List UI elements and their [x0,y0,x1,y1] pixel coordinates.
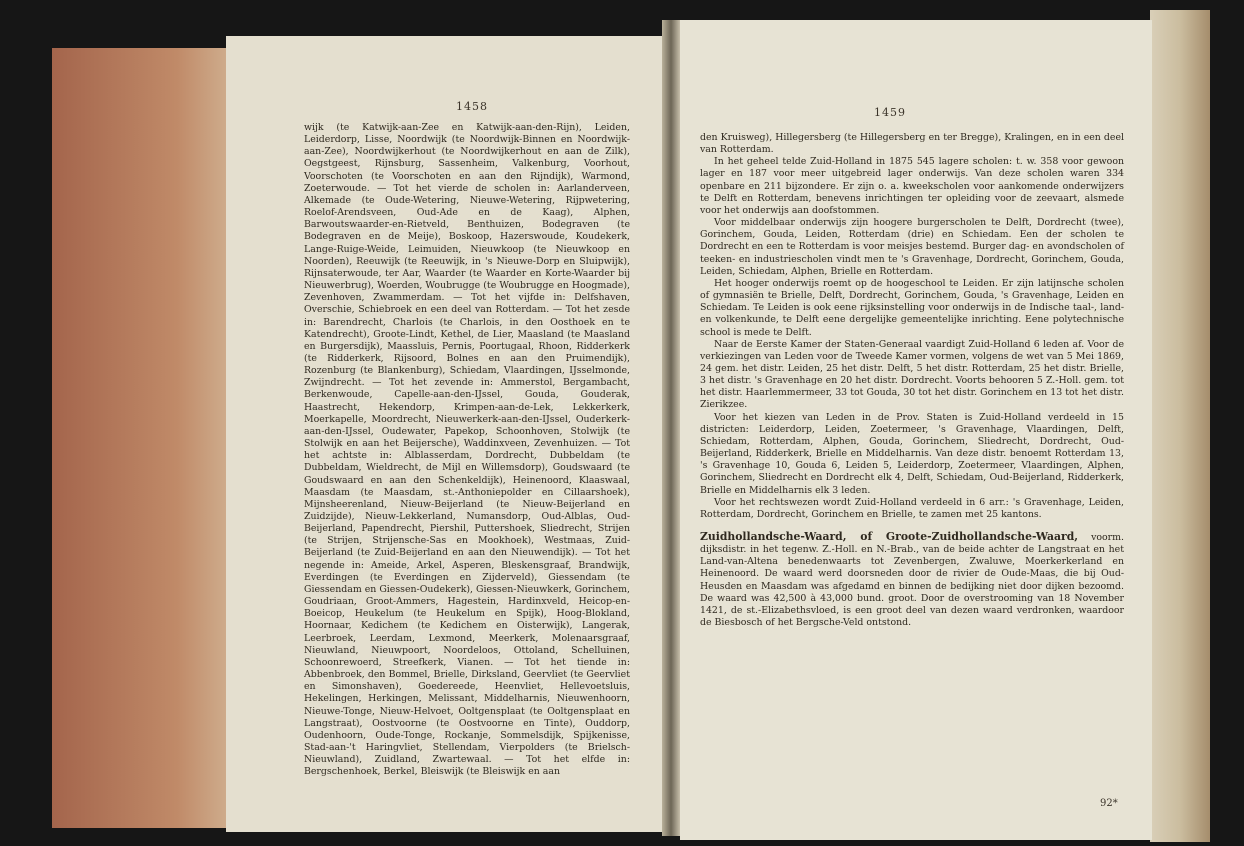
article-text: voorm. dijksdistr. in het tegenw. Z.-Holl. en N.-Brab., van de beide achter de Langstraat en het Land-van-Altena benedenwaarts tot Zevenbergen, Zwaluwe, Moerkerkerland en Heinenoord. De waard werd doorsneden door de rivier de Oude-Maas, die bij Oud-Heusden en Maasdam was afgedamd en binnen de bedijking niet door dijken bezoomd. De waard was 42,500 à 43,000 bund. groot. Door de overstrooming van 18 November 1421, de st.-Elizabethsvloed, is een groot deel van dezen waard verdronken, waardoor de Biesbosch of het Bergsche-Veld ontstond. [700,532,1125,629]
right-paragraph: Naar de Eerste Kamer der Staten-Generaal vaardigt Zuid-Holland 6 leden af. Voor de verkiezingen van Leden voor de Tweede Kamer vormen, volgens de wet van 5 Mei 1869, 24 gem. het distr. Leiden, 25 het distr. Delft, 5 het distr. Rotterdam, 25 het distr. Brielle, 3 het distr. 's Gravenhage en 20 het distr. Dordrecht. Voorts behooren 5 Z.-Holl. gem. tot het distr. Haarlemmermeer, 33 tot Gouda, 30 tot het distr. Gorinchem en 13 tot het distr. Zierikzee. [700,338,1124,411]
book-gutter [662,20,680,836]
signature-mark: 92* [1100,798,1118,809]
right-paragraph: Voor het kiezen van Leden in de Prov. Staten is Zuid-Holland verdeeld in 15 districten: Leiderdorp, Leiden, Zoetermeer, 's Gravenhage, Vlaardingen, Delft, Schiedam, Rotterdam, Alphen, Gouda, Gorinchem, Sliedrecht, Dordrecht, Oud-Beijerland, Ridderkerk, Brielle en Middelharnis. Van deze distr. benoemt Rotterdam 13, 's Gravenhage 10, Gouda 6, Leiden 5, Leiderdorp, Zoetermeer, Vlaardingen, Alphen, Gorinchem, Sliedrecht en Dordrecht elk 4, Delft, Schiedam, Oud-Beijerland, Ridderkerk, Brielle en Middelharnis elk 3 leden. [700,411,1124,496]
right-page [680,20,1152,840]
right-paragraph: Voor middelbaar onderwijs zijn hoogere burgerscholen te Delft, Dordrecht (twee), Gorinchem, Gouda, Leiden, Rotterdam (drie) en Schiedam. Een der scholen te Dordrecht en een te Rotterdam is voor meisjes bestemd. Burger dag- en avondscholen of teeken- en industriescholen vindt men te 's Gravenhage, Dordrecht, Gorinchem, Gouda, Leiden, Schiedam, Alphen, Brielle en Rotterdam. [700,217,1124,277]
left-paragraph: wijk (te Katwijk-aan-Zee en Katwijk-aan-den-Rijn), Leiden, Leiderdorp, Lisse, Noordwijk (te Noordwijk-Binnen en Noordwijk-aan-Zee), Noordwijkerhout (te Noordwijkerhout en aan de Zilk), Oegstgeest, Rijnsburg, Sassenheim, Valkenburg, Voorhout, Voorschoten (te Voorschoten en aan den Rijndijk), Warmond, Zoeterwoude. — Tot het vierde de scholen in: Aarlanderveen, Alkemade (te Oude-Wetering, Nieuwe-Wetering, Rijpwetering, Roelof-Arendsveen, Oud-Ade en de Kaag), Alphen, Barwoutswaarder-en-Rietveld, Benthuizen, Bodegraven (te Bodegraven en de Meije), Boskoop, Hazerswoude, Koudekerk, Lange-Ruige-Weide, Leimuiden, Nieuwkoop (te Nieuwkoop en Noorden), Reeuwijk (te Reeuwijk, in 's Nieuwe-Dorp en Sluipwijk), Rijnsaterwoude, ter Aar, Waarder (te Waarder en Korte-Waarder bij Nieuwerbrug), Woerden, Woubrugge (te Woubrugge en Hoogmade), Zevenhoven, Zwammerdam. — Tot het vijfde in: Delfshaven, Overschie, Schiebroek en een deel van Rotterdam. — Tot het zesde in: Barendrecht, Charlois (te Charlois, in den Oosthoek en te Katendrecht), Groote-Lindt, Kethel, de Lier, Maasland (te Maasland en Burgersdijk), Maassluis, Pernis, Poortugaal, Rhoon, Ridderkerk (te Ridderkerk, Rijsoord, Bolnes en aan den Pruimendijk), Rozenburg (te Blankenburg), Schiedam, Vlaardingen, IJsselmonde, Zwijndrecht. — Tot het zevende in: Ammerstol, Bergambacht, Berkenwoude, Capelle-aan-den-IJssel, Gouda, Gouderak, Haastrecht, Hekendorp, Krimpen-aan-de-Lek, Lekkerkerk, Moerkapelle, Moordrecht, Nieuwerkerk-aan-den-IJssel, Ouderkerk-aan-den-IJssel, Oudewater, Papekop, Schoonhoven, Stolwijk (te Stolwijk en aan het Beijersche), Waddinxveen, Zevenhuizen. — Tot het achtste in: Alblasserdam, Dordrecht, Dubbeldam (te Dubbeldam, Wieldrecht, de Mijl en Willemsdorp), Goudswaard (te Goudswaard en aan den Schenkeldijk), Heinenoord, Klaaswaal, Maasdam (te Maasdam, st.-Anthoniepolder en Cillaarshoek), Mijnsheerenland, Nieuw-Beijerland (te Nieuw-Beijerland en Zuidzijde), Nieuw-Lekkerland, Numansdorp, Oud-Alblas, Oud-Beijerland, Papendrecht, Piershil, Puttershoek, Sliedrecht, Strijen (te Strijen, Strijensche-Sas en Mookhoek), Westmaas, Zuid-Beijerland (te Zuid-Beijerland en aan den Nieuwendijk). — Tot het negende in: Ameide, Arkel, Asperen, Bleskensgraaf, Brandwijk, Everdingen (te Everdingen en Zijderveld), Giessendam (te Giessendam en Giessen-Oudekerk), Giessen-Nieuwkerk, Gorinchem, Goudriaan, Groot-Ammers, Hagestein, Hardinxveld, Heicop-en-Boeicop, Heukelum (te Heukelum en Spijk), Hoog-Blokland, Hoornaar, Kedichem (te Kedichem en Oisterwijk), Langerak, Leerbroek, Leerdam, Lexmond, Meerkerk, Molenaarsgraaf, Nieuwland, Nieuwpoort, Noordeloos, Ottoland, Schelluinen, Schoonrewoerd, Streefkerk, Vianen. — Tot het tiende in: Abbenbroek, den Bommel, Brielle, Dirksland, Geervliet (te Geervliet en Simonshaven), Goedereede, Heenvliet, Hellevoetsluis, Hekelingen, Herkingen, Melissant, Middelharnis, Nieuwenhoorn, Nieuwe-Tonge, Nieuw-Helvoet, Ooltgensplaat (te Ooltgensplaat en Langstraat), Oostvoorne (te Oostvoorne en Tinte), Ouddorp, Oudenhoorn, Oude-Tonge, Rockanje, Sommelsdijk, Spijkenisse, Stad-aan-'t Haringvliet, Stellendam, Vierpolders (te Brielsch-Nieuwland), Zuidland, Zwartewaal. — Tot het elfde in: Bergschenhoek, Berkel, Bleiswijk (te Bleiswijk en aan [304,122,630,778]
article-heading: Zuidhollandsche-Waard, of Groote-Zuidhollandsche-Waard, [700,530,1079,543]
right-paragraph: Voor het rechtswezen wordt Zuid-Holland verdeeld in 6 arr.: 's Gravenhage, Leiden, Rotterdam, Dordrecht, Gorinchem en Brielle, te zamen met 25 kantons. [700,496,1124,520]
left-page-number: 1458 [456,100,488,113]
left-page [226,36,664,832]
article-entry [700,531,1124,629]
right-paragraph: Het hooger onderwijs roemt op de hoogeschool te Leiden. Er zijn latijnsche scholen of gymnasiën te Brielle, Delft, Dordrecht, Gorinchem, Gouda, 's Gravenhage, Leiden en Schiedam. Te Leiden is ook eene rijksinstelling voor onderwijs in de Indische taal-, land- en volkenkunde, te Delft eene dergelijke gemeentelijke inrichting. Eene polytechnische school is mede te Delft. [700,277,1124,338]
left-page-text [304,122,630,778]
right-paragraph: In het geheel telde Zuid-Holland in 1875 545 lagere scholen: t. w. 358 voor gewoon lager en 187 voor meer uitgebreid lager onderwijs. Van deze scholen waren 334 openbare en 211 bijzondere. Er zijn o. a. kweekscholen voor aankomende onderwijzers te Delft en Rotterdam, benevens inrichtingen ter opleiding voor de zeevaart, alsmede voor het onderwijs aan doofstommen. [700,156,1124,216]
book-edge-right [1150,10,1210,842]
right-page-number: 1459 [874,106,906,119]
right-paragraph: den Kruisweg), Hillegersberg (te Hillegersberg en ter Bregge), Kralingen, en in een deel van Rotterdam. [700,132,1124,156]
book-edge-left [52,48,230,828]
right-page-text [700,132,1124,629]
